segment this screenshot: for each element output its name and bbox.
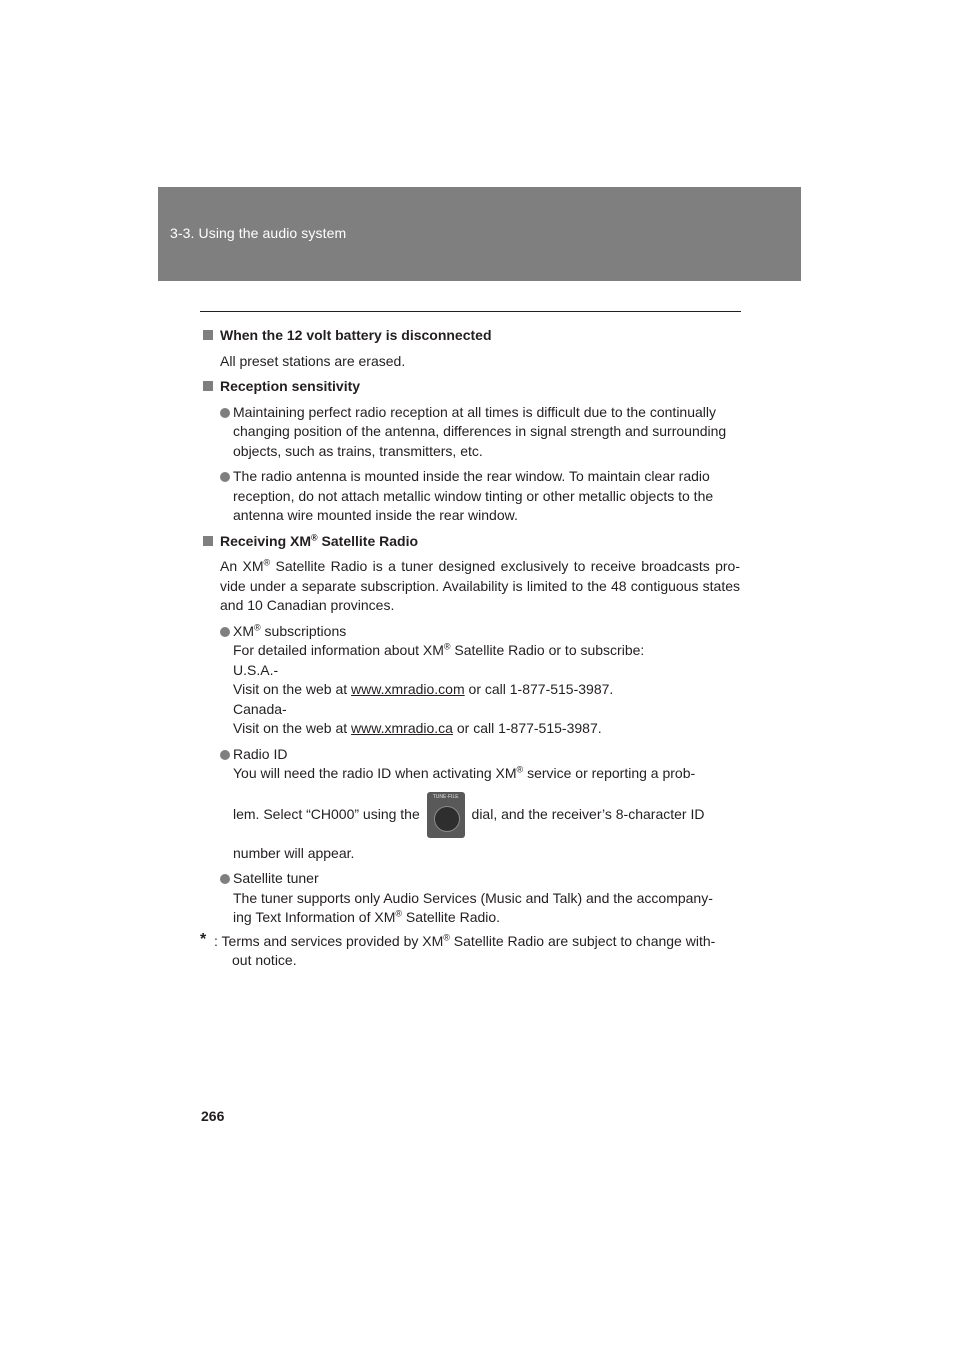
- footnote-marker: *: [200, 930, 207, 948]
- divider-rule: [200, 311, 741, 312]
- xmradio-ca-link[interactable]: www.xmradio.ca: [351, 720, 453, 736]
- xm-intro: An XM® Satellite Radio is a tuner designed exclusively to receive broadcasts pro-vide under a separate subscription. Availability is limited to the 48 contiguous states and 10 Canadian provinces.: [220, 557, 741, 613]
- page-number: 266: [201, 1108, 225, 1124]
- round-bullet-icon: [220, 627, 230, 637]
- square-bullet-icon: [203, 330, 213, 340]
- round-bullet-icon: [220, 408, 230, 418]
- footnote: * : Terms and services provided by XM® Satellite Radio are subject to change with- out notice.: [200, 930, 716, 968]
- round-bullet-icon: [220, 750, 230, 760]
- canada-label: Canada-: [233, 700, 287, 717]
- square-bullet-icon: [203, 381, 213, 391]
- reception-bullet-2: The radio antenna is mounted inside the rear window. To maintain clear radio reception, do not attach metallic window tinting or other metallic objects to the antenna wire mounted inside the rear window.: [200, 467, 740, 526]
- section-heading-reception: Reception sensitivity: [200, 377, 740, 397]
- xm-subscriptions: XM® subscriptions For detailed information about XM® Satellite Radio or to subscribe: U.S.A.- Visit on the web at www.xmradio.com or call 1-877-515-3987. Canada- Visit on the web at www.xmradio.ca or call 1-877-515-3987.: [200, 622, 740, 739]
- round-bullet-icon: [220, 472, 230, 482]
- section-heading-xm: Receiving XM® Satellite Radio: [200, 532, 740, 552]
- section-header-band: [158, 187, 801, 281]
- battery-body: All preset stations are erased.: [220, 352, 406, 369]
- xm-radio-id: Radio ID You will need the radio ID when activating XM® service or reporting a prob- lem. Select “CH000” using the TUNE·FILE dial, and the receiver’s 8-character ID number will appear.: [200, 745, 740, 864]
- round-bullet-icon: [220, 874, 230, 884]
- section-heading-battery: When the 12 volt battery is disconnected: [200, 326, 740, 346]
- section-title: 3-3. Using the audio system: [170, 225, 347, 241]
- square-bullet-icon: [203, 536, 213, 546]
- reception-bullet-1: Maintaining perfect radio reception at all times is difficult due to the continually changing position of the antenna, differences in signal strength and surrounding objects, such as trains, transmitters, etc.: [200, 403, 740, 462]
- usa-label: U.S.A.-: [233, 661, 279, 678]
- tune-file-dial-icon: TUNE·FILE: [427, 792, 465, 838]
- xmradio-com-link[interactable]: www.xmradio.com: [351, 681, 465, 697]
- page-content: [200, 326, 740, 971]
- xm-satellite-tuner: Satellite tuner The tuner supports only Audio Services (Music and Talk) and the accompany- ing Text Information of XM® Satellite Radio.: [200, 869, 740, 928]
